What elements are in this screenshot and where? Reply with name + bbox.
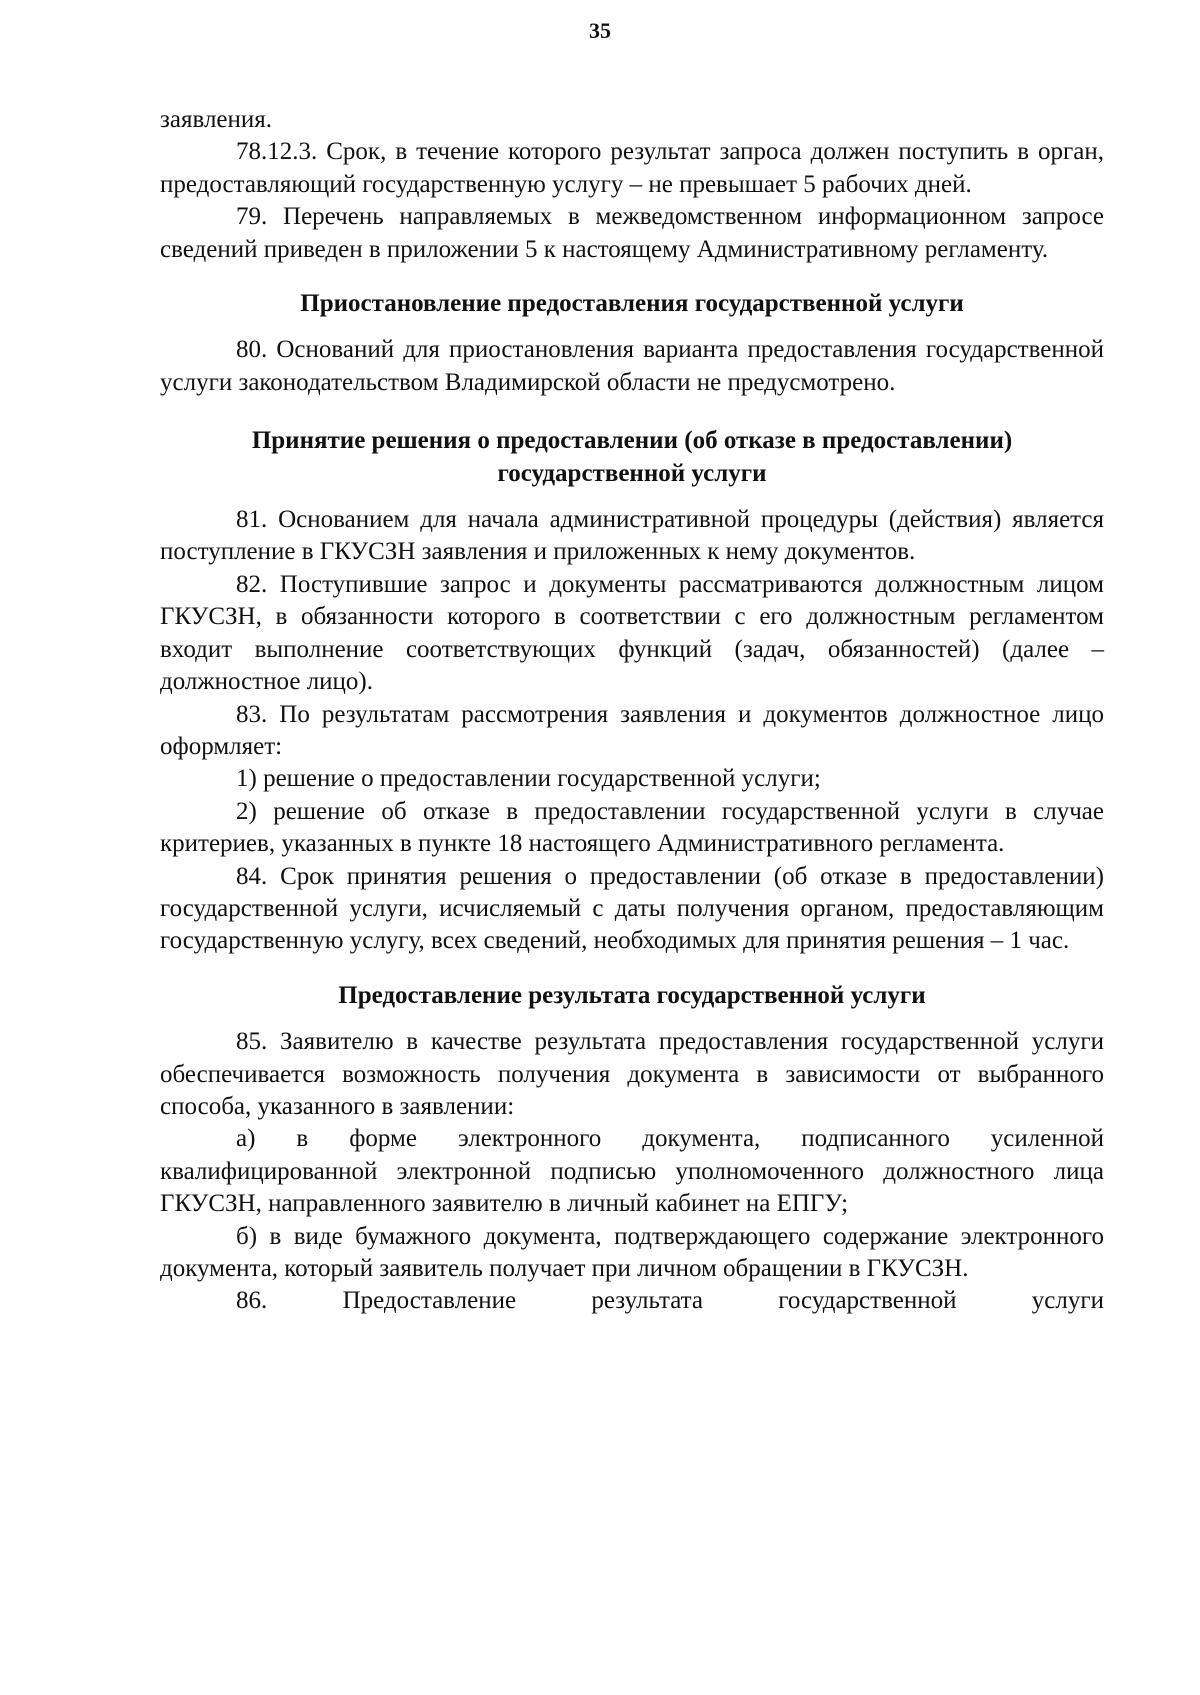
paragraph-78-12-3: 78.12.3. Срок, в течение которого результат запроса должен поступить в орган, предоставляющий государственную услугу – не превышает 5 рабочих дней. [160,138,1104,198]
section-heading-decision: Принятие решения о предоставлении (об отказе в предоставлении) государственной услуги [251,427,1013,487]
paragraph-84: 84. Срок принятия решения о предоставлении (об отказе в предоставлении) государственной услуги, исчисляемый с даты получения органом, предоставляющим государственную услугу, всех сведений, необходимых для принятия решения – 1 час. [160,862,1104,955]
paragraph-80: 80. Оснований для приостановления варианта предоставления государственной услуги законодательством Владимирской области не предусмотрено. [160,336,1104,396]
list-item-2: 2) решение об отказе в предоставлении государственной услуги в случае критериев, указанных в пункте 18 настоящего Административного регламента. [160,797,1104,858]
paragraph-79: 79. Перечень направляемых в межведомственном информационном запросе сведений приведен в приложении 5 к настоящему Административному регламенту. [160,203,1104,263]
paragraph-85: 85. Заявителю в качестве результата предоставления государственной услуги обеспечивается возможность получения документа в зависимости от выбранного способа, указанного в заявлении: [160,1028,1104,1120]
page-number: 35 [589,18,611,43]
list-item-a: а) в форме электронного документа, подписанного усиленной квалифицированной электронной подписью уполномоченного должностного лица ГКУСЗН, направленного заявителю в личный кабинет на ЕПГУ; [160,1125,1104,1218]
section-heading-result: Предоставление результата государственной услуги [338,981,926,1009]
paragraph-continuation: заявления. [160,106,273,133]
document-body [160,104,1104,1318]
list-item-1: 1) решение о предоставлении государственной услуги; [236,765,821,793]
section-heading-suspension: Приостановление предоставления государственной услуги [300,290,964,318]
paragraph-83: 83. По результатам рассмотрения заявления и документов должностное лицо оформляет: [160,700,1104,760]
paragraph-82: 82. Поступившие запрос и документы рассматриваются должностным лицом ГКУСЗН, в обязанности которого в соответствии с его должностным регламентом входит выполнение соответствующих функций (задач, обязанностей) (далее – должностное лицо). [160,570,1104,696]
list-item-b: б) в виде бумажного документа, подтверждающего содержание электронного документа, который заявитель получает при личном обращении в ГКУСЗН. [160,1222,1104,1282]
paragraph-86: 86. Предоставление результата государственной услуги [236,1287,1104,1315]
paragraph-81: 81. Основанием для начала административной процедуры (действия) является поступление в ГКУСЗН заявления и приложенных к нему документов. [160,506,1104,566]
